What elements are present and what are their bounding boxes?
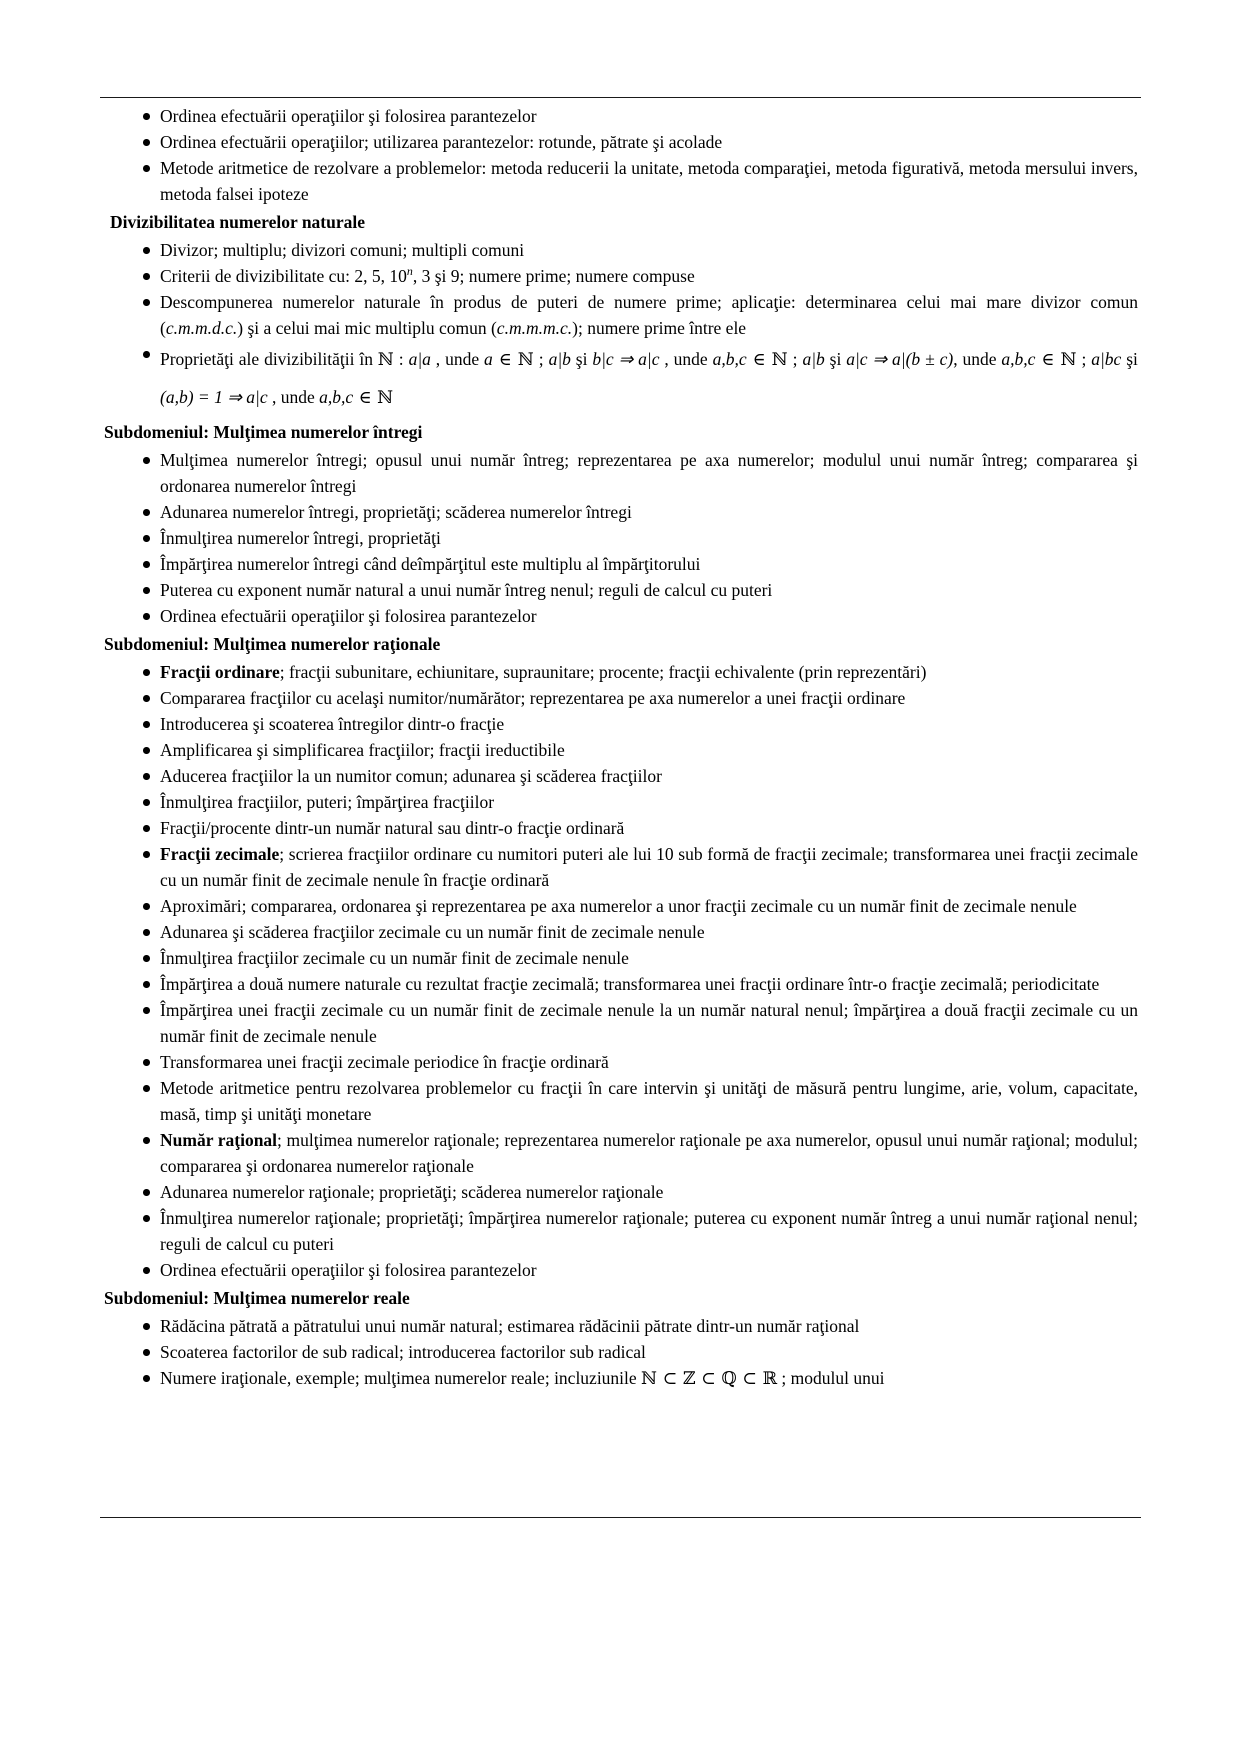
bullet-icon — [104, 289, 160, 341]
list-item-text — [160, 447, 1138, 499]
list-item-text — [160, 551, 1138, 577]
list-item-text — [160, 1049, 1138, 1075]
bullet-icon — [104, 1127, 160, 1179]
text-segment: , unde — [659, 349, 713, 369]
list-item — [104, 737, 1138, 763]
text-segment: a,b,c — [319, 387, 354, 407]
text-segment: : — [393, 349, 409, 369]
list-item-text — [160, 1205, 1138, 1257]
list-item — [104, 1049, 1138, 1075]
list-item-text — [160, 763, 1138, 789]
text-segment: şi — [824, 349, 847, 369]
list-item-text — [160, 893, 1138, 919]
math-expression: ℕ — [771, 350, 788, 370]
bullet-icon — [104, 237, 160, 263]
list-item — [104, 711, 1138, 737]
list-item-text — [160, 1075, 1138, 1127]
bullet-icon — [104, 919, 160, 945]
math-expression: ℕ — [517, 350, 534, 370]
text-segment: a|bc — [1091, 349, 1122, 369]
list-item — [104, 815, 1138, 841]
math-expression: ∈ — [746, 350, 772, 370]
text-segment: b|c ⇒ a|c — [592, 349, 660, 369]
text-segment: Ordinea efectuării operaţiilor şi folosirea parantezelor — [160, 606, 537, 626]
text-segment: a,b,c — [1001, 349, 1036, 369]
section-heading — [104, 419, 1138, 445]
bullet-icon — [104, 577, 160, 603]
text-segment: a|b — [548, 349, 571, 369]
list-item — [104, 551, 1138, 577]
list-item — [104, 129, 1138, 155]
list-item — [104, 525, 1138, 551]
list-item-text — [160, 289, 1138, 341]
text-segment: Compararea fracţiilor cu acelaşi numitor/numărător; reprezentarea pe axa numerelor a unei fracţii ordinare — [160, 688, 906, 708]
text-segment: Număr raţional — [160, 1130, 278, 1150]
text-segment: a,b,c — [712, 349, 747, 369]
math-expression: ℕ ⊂ ℤ ⊂ ℚ ⊂ ℝ — [641, 1369, 777, 1389]
text-segment: ; fracţii subunitare, echiunitare, supraunitare; procente; fracţii echivalente (prin reprezentări) — [279, 662, 927, 682]
text-segment: c.m.m.m.c. — [496, 318, 573, 338]
text-segment: Metode aritmetice de rezolvare a problemelor: metoda reducerii la unitate, metoda comparaţiei, metoda figurativă, metoda mersului invers, metoda falsei ipoteze — [160, 158, 1138, 204]
list-item-text — [160, 237, 1138, 263]
text-segment: Ordinea efectuării operaţiilor şi folosirea parantezelor — [160, 106, 537, 126]
list-item — [104, 577, 1138, 603]
list-item — [104, 1313, 1138, 1339]
text-segment: Transformarea unei fracţii zecimale periodice în fracţie ordinară — [160, 1052, 609, 1072]
list-item — [104, 893, 1138, 919]
list-item-text — [160, 789, 1138, 815]
list-item-text — [160, 155, 1138, 207]
text-segment: Ordinea efectuării operaţiilor şi folosirea parantezelor — [160, 1260, 537, 1280]
list-item-text — [160, 711, 1138, 737]
list-item-text — [160, 499, 1138, 525]
text-segment: Numere iraţionale, exemple; mulţimea numerelor reale; incluziunile — [160, 1368, 642, 1388]
list-item — [104, 237, 1138, 263]
text-segment: Fracţii ordinare — [160, 662, 280, 682]
bullet-icon — [104, 129, 160, 155]
text-segment: Proprietăţi ale divizibilităţii în — [160, 349, 378, 369]
text-segment: ; — [533, 349, 549, 369]
list-item-text — [160, 815, 1138, 841]
bullet-icon — [104, 737, 160, 763]
text-segment: Descompunerea numerelor naturale în produs de puteri de numere prime; aplicaţie: determinarea celui mai mare divizor comun ( — [160, 292, 1138, 338]
list-item-text — [160, 737, 1138, 763]
list-item — [104, 1257, 1138, 1283]
section-heading — [104, 209, 1138, 235]
text-segment: Împărţirea unei fracţii zecimale cu un număr finit de zecimale nenule la un număr natural nenul; împărţirea a două fracţii zecimale cu un număr finit de zecimale nenule — [160, 1000, 1138, 1046]
bullet-icon — [104, 525, 160, 551]
text-segment: Împărţirea a două numere naturale cu rezultat fracţie zecimală; transformarea unei fracţii ordinare într-o fracţie zecimală; periodicitate — [160, 974, 1100, 994]
bullet-icon — [104, 893, 160, 919]
math-expression: ∈ — [353, 388, 378, 408]
list-item — [104, 659, 1138, 685]
bullet-icon — [104, 685, 160, 711]
list-item — [104, 971, 1138, 997]
text-segment: Divizor; multiplu; divizori comuni; multipli comuni — [160, 240, 525, 260]
math-expression: ∈ — [492, 350, 518, 370]
bullet-icon — [104, 551, 160, 577]
text-segment: ; — [787, 349, 803, 369]
list-item-text — [160, 129, 1138, 155]
bullet-icon — [104, 155, 160, 207]
text-segment: Împărţirea numerelor întregi când deîmpărţitul este multiplu al împărţitorului — [160, 554, 701, 574]
text-segment: Înmulţirea fracţiilor, puteri; împărţirea fracţiilor — [160, 792, 495, 812]
text-segment: Adunarea numerelor raţionale; proprietăţi; scăderea numerelor raţionale — [160, 1182, 664, 1202]
list-item — [104, 945, 1138, 971]
text-segment: Mulţimea numerelor întregi; opusul unui număr întreg; reprezentarea pe axa numerelor; modulul unui număr întreg; compararea şi ordonarea numerelor întregi — [160, 450, 1138, 496]
list-item — [104, 289, 1138, 341]
bullet-icon — [104, 263, 160, 289]
text-segment: Fracţii zecimale — [160, 844, 280, 864]
text-segment: , unde — [430, 349, 484, 369]
bullet-icon — [104, 971, 160, 997]
text-segment: Aducerea fracţiilor la un numitor comun; adunarea şi scăderea fracţiilor — [160, 766, 662, 786]
bullet-icon — [104, 945, 160, 971]
list-item-text — [160, 525, 1138, 551]
text-segment: Aproximări; compararea, ordonarea şi reprezentarea pe axa numerelor a unor fracţii zecimale cu un număr finit de zecimale nenule — [160, 896, 1077, 916]
bullet-icon — [104, 1339, 160, 1365]
bullet-icon — [104, 447, 160, 499]
list-item-text — [160, 945, 1138, 971]
bullet-icon — [104, 997, 160, 1049]
text-segment: Rădăcina pătrată a pătratului unui număr natural; estimarea rădăcinii pătrate dintr-un număr raţional — [160, 1316, 860, 1336]
bullet-icon — [104, 103, 160, 129]
text-segment: Înmulţirea fracţiilor zecimale cu un număr finit de zecimale nenule — [160, 948, 629, 968]
list-item — [104, 841, 1138, 893]
text-segment: ) şi a celui mai mic multiplu comun ( — [237, 318, 497, 338]
text-segment: Criterii de divizibilitate cu: 2, 5, 10 — [160, 266, 407, 286]
bullet-icon — [104, 499, 160, 525]
bullet-icon — [104, 341, 160, 417]
text-segment: n — [406, 264, 413, 279]
list-item-text — [160, 1339, 1138, 1365]
text-segment: ; scrierea fracţiilor ordinare cu numitori puteri ale lui 10 sub formă de fracţii zecimale; transformarea unei fracţii zecimale cu un număr finit de zecimale nenule în fracţie ordinară — [160, 844, 1138, 890]
list-item-text — [160, 263, 1138, 289]
text-segment: a|b — [802, 349, 825, 369]
text-segment: ); numere prime între ele — [572, 318, 747, 338]
list-item-text — [160, 341, 1138, 417]
list-item — [104, 1365, 1138, 1392]
text-segment: Introducerea şi scoaterea întregilor dintr-o fracţie — [160, 714, 505, 734]
text-segment: c.m.m.d.c. — [165, 318, 238, 338]
list-item — [104, 789, 1138, 815]
bullet-icon — [104, 711, 160, 737]
list-item-text — [160, 1365, 1138, 1392]
bullet-icon — [104, 789, 160, 815]
list-item-text — [160, 841, 1138, 893]
text-segment: Subdomeniul: Mulţimea numerelor raţionale — [104, 634, 441, 654]
list-item — [104, 685, 1138, 711]
bullet-icon — [104, 1049, 160, 1075]
list-item — [104, 603, 1138, 629]
list-item-text — [160, 1313, 1138, 1339]
text-segment: şi — [570, 349, 593, 369]
text-segment: , unde — [953, 349, 1002, 369]
list-item — [104, 341, 1138, 417]
bullet-icon — [104, 1257, 160, 1283]
list-item — [104, 103, 1138, 129]
math-expression: ℕ — [1060, 350, 1077, 370]
bullet-icon — [104, 659, 160, 685]
list-item-text — [160, 1179, 1138, 1205]
math-expression: ∈ — [1035, 350, 1061, 370]
text-segment: Înmulţirea numerelor întregi, proprietăţi — [160, 528, 441, 548]
list-item — [104, 263, 1138, 289]
list-item — [104, 1127, 1138, 1179]
text-segment: Adunarea şi scăderea fracţiilor zecimale cu un număr finit de zecimale nenule — [160, 922, 705, 942]
text-segment: Subdomeniul: Mulţimea numerelor întregi — [104, 422, 423, 442]
text-segment: a — [484, 349, 493, 369]
bullet-icon — [104, 841, 160, 893]
list-item — [104, 919, 1138, 945]
text-segment: Fracţii/procente dintr-un număr natural sau dintr-o fracţie ordinară — [160, 818, 625, 838]
section-heading — [104, 1285, 1138, 1311]
text-segment: Adunarea numerelor întregi, proprietăţi; scăderea numerelor întregi — [160, 502, 632, 522]
list-item-text — [160, 685, 1138, 711]
text-segment: a|c ⇒ a|(b ± c) — [846, 349, 954, 369]
math-expression: ℕ — [377, 388, 394, 408]
text-segment: , 3 şi 9; numere prime; numere compuse — [412, 266, 695, 286]
text-segment: ; modulul unui — [777, 1368, 885, 1388]
section-heading — [104, 631, 1138, 657]
text-segment: ; mulţimea numerelor raţionale; reprezentarea numerelor raţionale pe axa numerelor, opusul unui număr raţional; modulul; compararea şi ordonarea numerelor raţionale — [160, 1130, 1139, 1176]
list-item-text — [160, 1257, 1138, 1283]
list-item — [104, 1205, 1138, 1257]
text-segment: , unde — [267, 387, 320, 407]
text-segment: Puterea cu exponent număr natural a unui număr întreg nenul; reguli de calcul cu puteri — [160, 580, 773, 600]
text-segment: şi — [1121, 349, 1138, 369]
text-segment: Amplificarea şi simplificarea fracţiilor; fracţii ireductibile — [160, 740, 565, 760]
bullet-icon — [104, 1313, 160, 1339]
footer-rule — [100, 1517, 1141, 1518]
bullet-icon — [104, 1365, 160, 1392]
text-segment: (a,b) = 1 ⇒ a|c — [160, 387, 268, 407]
bullet-icon — [104, 1075, 160, 1127]
text-segment: a|a — [408, 349, 431, 369]
text-segment: Subdomeniul: Mulţimea numerelor reale — [104, 1288, 410, 1308]
list-item-text — [160, 659, 1138, 685]
list-item — [104, 997, 1138, 1049]
text-segment: Metode aritmetice pentru rezolvarea problemelor cu fracţii în care intervin şi unităţi de măsură pentru lungime, arie, volum, capacitate, masă, timp şi unităţi monetare — [160, 1078, 1138, 1124]
list-item — [104, 1075, 1138, 1127]
math-expression: ℕ — [377, 350, 394, 370]
list-item-text — [160, 1127, 1138, 1179]
bullet-icon — [104, 1179, 160, 1205]
bullet-icon — [104, 763, 160, 789]
list-item-text — [160, 919, 1138, 945]
list-item-text — [160, 997, 1138, 1049]
bullet-icon — [104, 1205, 160, 1257]
list-item-text — [160, 603, 1138, 629]
list-item — [104, 1339, 1138, 1365]
header-rule — [100, 97, 1141, 98]
document-body — [104, 103, 1138, 1392]
text-segment: Divizibilitatea numerelor naturale — [110, 212, 366, 232]
text-segment: Înmulţirea numerelor raţionale; proprietăţi; împărţirea numerelor raţionale; puterea cu exponent număr întreg a unui număr raţional nenul; reguli de calcul cu puteri — [160, 1208, 1138, 1254]
text-segment: Scoaterea factorilor de sub radical; introducerea factorilor sub radical — [160, 1342, 646, 1362]
bullet-icon — [104, 603, 160, 629]
list-item-text — [160, 103, 1138, 129]
text-segment: ; — [1076, 349, 1092, 369]
list-item — [104, 763, 1138, 789]
list-item — [104, 1179, 1138, 1205]
list-item — [104, 447, 1138, 499]
list-item-text — [160, 971, 1138, 997]
text-segment: Ordinea efectuării operaţiilor; utilizarea parantezelor: rotunde, pătrate şi acolade — [160, 132, 723, 152]
list-item — [104, 499, 1138, 525]
bullet-icon — [104, 815, 160, 841]
list-item — [104, 155, 1138, 207]
list-item-text — [160, 577, 1138, 603]
